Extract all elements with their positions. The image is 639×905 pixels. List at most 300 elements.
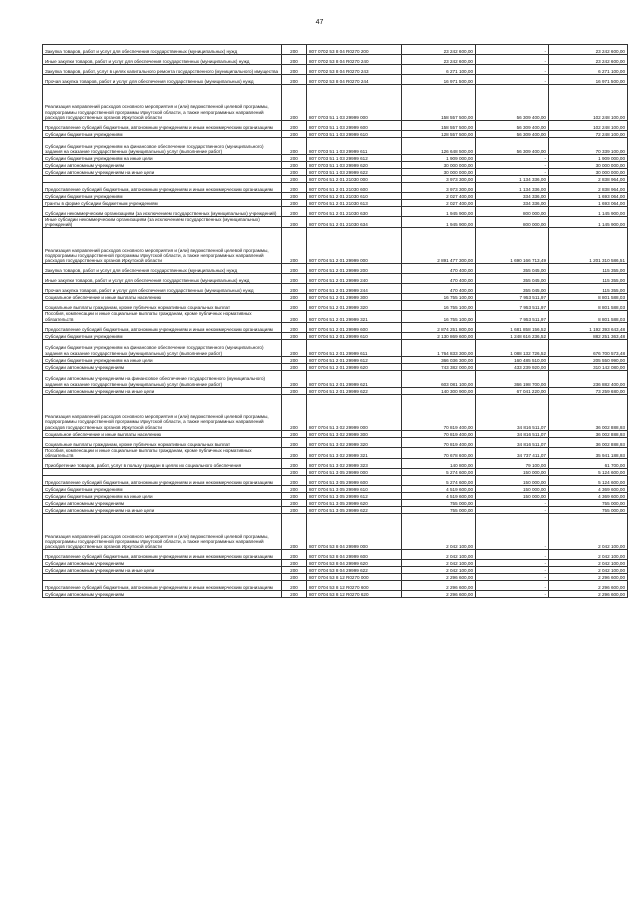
- row-amount-cell: 70 819 400,00: [402, 394, 476, 430]
- row-name-cell: Предоставление субсидий бюджетным, автономным учреждениям и иным некоммерческим организациям: [43, 121, 282, 131]
- row-code-cell: 807 0703 51 1 03 29999 622: [307, 169, 402, 176]
- row-code-cell: 807 0704 53 8 12 R0270 600: [307, 581, 402, 591]
- row-amount-cell: 140 800,00: [402, 459, 476, 469]
- row-executed-cell: 150 000,00: [476, 469, 549, 476]
- row-name-cell: Субсидии бюджетным учреждениям: [43, 332, 282, 339]
- table-row: [43, 311, 628, 322]
- row-amount-cell: 1 945 900,00: [402, 207, 476, 217]
- row-amount-cell: 470 400,00: [402, 274, 476, 284]
- row-name-cell: Субсидии автономным учреждениям: [43, 500, 282, 507]
- row-code-cell: 807 0704 51 2 01 21030 613: [307, 200, 402, 207]
- row-code-cell: 807 0704 51 2 01 21030 630: [307, 207, 402, 217]
- table-row: [43, 363, 628, 370]
- row-code-cell: 807 0704 51 2 01 29999 612: [307, 356, 402, 363]
- row-executed-cell: 433 239 920,00: [476, 363, 549, 370]
- row-remaining-cell: 8 801 588,03: [549, 311, 628, 322]
- row-kvr-cell: 200: [282, 394, 307, 430]
- row-remaining-cell: 115 355,00: [549, 284, 628, 294]
- row-name-cell: Субсидии бюджетным учреждениям на иные цели: [43, 493, 282, 500]
- row-name-cell: Субсидии некоммерческим организациям (за исключением государственных (муниципальных) учреждений): [43, 207, 282, 217]
- row-executed-cell: 160 485 510,00: [476, 356, 549, 363]
- row-amount-cell: 4 519 600,00: [402, 493, 476, 500]
- row-amount-cell: 5 274 600,00: [402, 469, 476, 476]
- table-row: [43, 200, 628, 207]
- row-name-cell: Пособия, компенсации и иные социальные выплаты гражданам, кроме публичных нормативных обязательств: [43, 311, 282, 322]
- row-remaining-cell: 102 248 100,00: [549, 85, 628, 121]
- table-row: [43, 75, 628, 85]
- row-code-cell: 807 0704 51 2 01 29999 200: [307, 264, 402, 274]
- row-amount-cell: 2 130 869 600,00: [402, 332, 476, 339]
- table-row: [43, 65, 628, 75]
- row-executed-cell: -: [476, 65, 549, 75]
- row-executed-cell: -: [476, 574, 549, 581]
- row-kvr-cell: 200: [282, 591, 307, 598]
- table-row: [43, 193, 628, 200]
- row-kvr-cell: 200: [282, 45, 307, 55]
- row-name-cell: Пособия, компенсации и иные социальные выплаты гражданам, кроме публичных нормативных обязательств: [43, 447, 282, 458]
- row-remaining-cell: 6 271 100,00: [549, 65, 628, 75]
- row-kvr-cell: 200: [282, 447, 307, 458]
- row-name-cell: Закупка товаров, работ и услуг для обеспечения государственных (муниципальных) нужд: [43, 45, 282, 55]
- row-executed-cell: 34 816 511,07: [476, 394, 549, 430]
- row-code-cell: 807 0703 51 1 03 29999 611: [307, 138, 402, 155]
- row-kvr-cell: 200: [282, 311, 307, 322]
- row-code-cell: 807 0703 51 1 03 29999 620: [307, 162, 402, 169]
- row-code-cell: 807 0704 51 3 05 29999 610: [307, 486, 402, 493]
- row-remaining-cell: 205 550 990,00: [549, 356, 628, 363]
- row-amount-cell: 2 042 100,00: [402, 550, 476, 560]
- row-amount-cell: 2 042 100,00: [402, 567, 476, 574]
- row-name-cell: Иные закупки товаров, работ и услуг для обеспечения государственных (муниципальных) нужд: [43, 274, 282, 284]
- row-name-cell: Закупка товаров, работ и услуг для обеспечения государственных (муниципальных) нужд: [43, 264, 282, 274]
- row-name-cell: Иные субсидии некоммерческим организациям (за исключением государственных (муниципальных) учреждений): [43, 217, 282, 228]
- row-executed-cell: 1 248 616 236,52: [476, 332, 549, 339]
- row-code-cell: 807 0704 51 2 01 29999 320: [307, 301, 402, 311]
- row-kvr-cell: 200: [282, 356, 307, 363]
- row-name-cell: Социальное обеспечение и иные выплаты населению: [43, 294, 282, 301]
- row-name-cell: Закупка товаров, работ, услуг в целях капитального ремонта государственного (муниципального) имущества: [43, 65, 282, 75]
- row-amount-cell: 23 242 600,00: [402, 55, 476, 65]
- row-remaining-cell: 1 192 393 643,48: [549, 322, 628, 332]
- table-row: [43, 476, 628, 486]
- row-remaining-cell: 8 801 588,03: [549, 294, 628, 301]
- row-executed-cell: 1 134 336,00: [476, 183, 549, 193]
- row-name-cell: Субсидии бюджетным учреждениям на иные цели: [43, 155, 282, 162]
- row-code-cell: 807 0704 51 2 01 21030 600: [307, 183, 402, 193]
- table-row: [43, 514, 628, 550]
- row-code-cell: 807 0704 51 2 01 29999 244: [307, 284, 402, 294]
- row-amount-cell: 2 027 400,00: [402, 200, 476, 207]
- row-kvr-cell: 200: [282, 574, 307, 581]
- row-kvr-cell: 200: [282, 264, 307, 274]
- row-name-cell: Субсидии автономным учреждениям: [43, 162, 282, 169]
- table-row: [43, 370, 628, 387]
- row-remaining-cell: 1 693 064,00: [549, 200, 628, 207]
- page-number: 47: [315, 19, 324, 26]
- row-kvr-cell: 200: [282, 228, 307, 264]
- row-kvr-cell: 200: [282, 476, 307, 486]
- row-remaining-cell: 2 042 100,00: [549, 550, 628, 560]
- row-executed-cell: 150 000,00: [476, 493, 549, 500]
- row-kvr-cell: 200: [282, 514, 307, 550]
- row-code-cell: 807 0704 51 2 01 21030 000: [307, 176, 402, 183]
- row-name-cell: Субсидии автономным учреждениям на иные цели: [43, 567, 282, 574]
- row-name-cell: Реализация направлений расходов основного мероприятия и (или) ведомственной целевой программы, подпрограммы государственной программы Иркутской области, а также непрограммных направлений расходов государственных органов Иркутской области: [43, 514, 282, 550]
- row-kvr-cell: 200: [282, 370, 307, 387]
- row-name-cell: Приобретение товаров, работ, услуг в пользу граждан в целях их социального обеспечения: [43, 459, 282, 469]
- row-kvr-cell: 200: [282, 581, 307, 591]
- table-row: [43, 459, 628, 469]
- row-name-cell: Субсидии автономным учреждениям: [43, 591, 282, 598]
- row-amount-cell: 158 557 500,00: [402, 85, 476, 121]
- row-code-cell: 807 0702 53 8 04 R0270 243: [307, 65, 402, 75]
- row-name-cell: [43, 574, 282, 581]
- table-row: [43, 581, 628, 591]
- row-remaining-cell: 36 002 888,93: [549, 437, 628, 447]
- row-kvr-cell: 200: [282, 459, 307, 469]
- row-executed-cell: 800 000,00: [476, 217, 549, 228]
- row-code-cell: 807 0704 51 3 05 29999 612: [307, 493, 402, 500]
- row-amount-cell: 23 242 600,00: [402, 45, 476, 55]
- row-remaining-cell: 310 142 080,00: [549, 363, 628, 370]
- row-remaining-cell: 8 801 588,03: [549, 301, 628, 311]
- row-executed-cell: 150 000,00: [476, 486, 549, 493]
- row-kvr-cell: 200: [282, 294, 307, 301]
- row-name-cell: Субсидии автономным учреждениям: [43, 560, 282, 567]
- row-executed-cell: -: [476, 560, 549, 567]
- row-kvr-cell: 200: [282, 284, 307, 294]
- row-remaining-cell: 2 838 964,00: [549, 176, 628, 183]
- row-amount-cell: 16 971 500,00: [402, 75, 476, 85]
- row-code-cell: 807 0704 51 3 02 29999 300: [307, 430, 402, 437]
- row-code-cell: 807 0703 51 1 03 29999 610: [307, 131, 402, 138]
- row-amount-cell: 128 557 500,00: [402, 131, 476, 138]
- row-executed-cell: -: [476, 162, 549, 169]
- table-row: [43, 301, 628, 311]
- row-executed-cell: 34 816 511,07: [476, 430, 549, 437]
- row-kvr-cell: 200: [282, 301, 307, 311]
- row-remaining-cell: 23 242 600,00: [549, 55, 628, 65]
- row-code-cell: 807 0704 51 2 01 21030 610: [307, 193, 402, 200]
- row-name-cell: Гранты в форме субсидии бюджетным учреждениям: [43, 200, 282, 207]
- row-remaining-cell: 755 000,00: [549, 507, 628, 514]
- row-code-cell: 807 0704 53 8 12 R0270 000: [307, 574, 402, 581]
- row-amount-cell: 3 973 300,00: [402, 183, 476, 193]
- row-remaining-cell: 1 145 900,00: [549, 207, 628, 217]
- row-kvr-cell: 200: [282, 469, 307, 476]
- row-remaining-cell: 1 145 900,00: [549, 217, 628, 228]
- table-row: [43, 447, 628, 458]
- row-remaining-cell: 2 296 600,00: [549, 581, 628, 591]
- row-kvr-cell: 200: [282, 55, 307, 65]
- table-row: [43, 469, 628, 476]
- row-name-cell: Субсидии бюджетным учреждениям на финансовое обеспечение государственного (муниципального) задания на оказание государственных (муниципальных) услуг (выполнение работ): [43, 339, 282, 356]
- row-code-cell: 807 0704 51 3 02 29999 000: [307, 394, 402, 430]
- row-executed-cell: -: [476, 155, 549, 162]
- row-code-cell: 807 0704 53 8 12 R0270 620: [307, 591, 402, 598]
- row-executed-cell: 34 816 511,07: [476, 437, 549, 447]
- row-name-cell: Реализация направлений расходов основного мероприятия и (или) ведомственной целевой программы, подпрограммы государственной программы Иркутской области, а также непрограммных направлений расходов государственных органов Иркутской области: [43, 228, 282, 264]
- row-amount-cell: 3 973 300,00: [402, 176, 476, 183]
- row-remaining-cell: 5 124 600,00: [549, 476, 628, 486]
- row-executed-cell: 67 041 220,00: [476, 387, 549, 394]
- row-kvr-cell: 200: [282, 65, 307, 75]
- row-executed-cell: -: [476, 514, 549, 550]
- table-row: [43, 207, 628, 217]
- row-kvr-cell: 200: [282, 207, 307, 217]
- table-row: [43, 85, 628, 121]
- row-remaining-cell: 23 242 600,00: [549, 45, 628, 55]
- table-row: [43, 155, 628, 162]
- table-row: [43, 274, 628, 284]
- row-amount-cell: 70 678 600,00: [402, 447, 476, 458]
- row-amount-cell: 755 000,00: [402, 500, 476, 507]
- row-amount-cell: 366 036 300,00: [402, 356, 476, 363]
- row-name-cell: Субсидии бюджетным учреждениям: [43, 486, 282, 493]
- row-remaining-cell: 73 259 680,00: [549, 387, 628, 394]
- row-remaining-cell: 30 000 000,00: [549, 169, 628, 176]
- row-executed-cell: 1 088 132 726,52: [476, 339, 549, 356]
- row-kvr-cell: 200: [282, 193, 307, 200]
- row-remaining-cell: 102 248 100,00: [549, 121, 628, 131]
- row-name-cell: Иные закупки товаров, работ и услуг для обеспечения государственных (муниципальных) нужд: [43, 55, 282, 65]
- row-code-cell: 807 0704 53 8 04 29999 622: [307, 567, 402, 574]
- row-name-cell: Реализация направлений расходов основного мероприятия и (или) ведомственной целевой программы, подпрограммы государственной программы Иркутской области, а также непрограммных направлений расходов государственных органов Иркутской области: [43, 394, 282, 430]
- row-executed-cell: 334 336,00: [476, 200, 549, 207]
- row-remaining-cell: 2 296 600,00: [549, 574, 628, 581]
- row-name-cell: Социальное обеспечение и иные выплаты населению: [43, 430, 282, 437]
- row-kvr-cell: 200: [282, 550, 307, 560]
- row-executed-cell: 1 134 336,00: [476, 176, 549, 183]
- row-amount-cell: 140 300 900,00: [402, 387, 476, 394]
- row-kvr-cell: 200: [282, 274, 307, 284]
- row-executed-cell: 79 100,00: [476, 459, 549, 469]
- table-row: [43, 169, 628, 176]
- row-kvr-cell: 200: [282, 162, 307, 169]
- row-remaining-cell: 2 838 964,00: [549, 183, 628, 193]
- table-row: [43, 550, 628, 560]
- table-row: [43, 493, 628, 500]
- table-row: [43, 131, 628, 138]
- table-row: [43, 162, 628, 169]
- row-remaining-cell: 36 002 888,93: [549, 430, 628, 437]
- row-name-cell: Социальные выплаты гражданам, кроме публичных нормативных социальных выплат: [43, 301, 282, 311]
- row-executed-cell: 334 336,00: [476, 193, 549, 200]
- row-name-cell: Субсидии автономным учреждениям на иные цели: [43, 507, 282, 514]
- row-code-cell: 807 0703 51 1 03 29999 000: [307, 85, 402, 121]
- row-executed-cell: 7 953 511,97: [476, 294, 549, 301]
- row-remaining-cell: 1 201 310 586,51: [549, 228, 628, 264]
- budget-table: [42, 44, 628, 598]
- row-kvr-cell: 200: [282, 75, 307, 85]
- row-amount-cell: 30 000 000,00: [402, 169, 476, 176]
- row-executed-cell: 56 309 400,00: [476, 85, 549, 121]
- row-executed-cell: 56 309 400,00: [476, 131, 549, 138]
- row-remaining-cell: 72 248 100,00: [549, 131, 628, 138]
- row-code-cell: 807 0702 53 8 04 R0270 200: [307, 45, 402, 55]
- row-kvr-cell: 200: [282, 138, 307, 155]
- row-remaining-cell: 61 700,00: [549, 459, 628, 469]
- row-executed-cell: -: [476, 45, 549, 55]
- row-code-cell: 807 0704 51 2 01 29999 600: [307, 322, 402, 332]
- row-remaining-cell: 2 296 600,00: [549, 591, 628, 598]
- row-amount-cell: 2 874 251 800,00: [402, 322, 476, 332]
- row-amount-cell: 2 042 100,00: [402, 560, 476, 567]
- row-executed-cell: -: [476, 550, 549, 560]
- row-amount-cell: 470 400,00: [402, 284, 476, 294]
- row-remaining-cell: 30 000 000,00: [549, 162, 628, 169]
- row-kvr-cell: 200: [282, 363, 307, 370]
- table-row: [43, 264, 628, 274]
- row-amount-cell: 16 755 100,00: [402, 311, 476, 322]
- row-kvr-cell: 200: [282, 430, 307, 437]
- row-executed-cell: 355 045,00: [476, 264, 549, 274]
- row-remaining-cell: 2 042 100,00: [549, 567, 628, 574]
- row-executed-cell: 355 045,00: [476, 274, 549, 284]
- row-kvr-cell: 200: [282, 183, 307, 193]
- table-row: [43, 356, 628, 363]
- row-kvr-cell: 200: [282, 437, 307, 447]
- row-code-cell: 807 0704 51 2 01 29999 611: [307, 339, 402, 356]
- row-kvr-cell: 200: [282, 121, 307, 131]
- table-row: [43, 394, 628, 430]
- row-name-cell: Субсидии автономным учреждениям: [43, 363, 282, 370]
- row-executed-cell: -: [476, 55, 549, 65]
- row-kvr-cell: 200: [282, 85, 307, 121]
- row-executed-cell: 800 000,00: [476, 207, 549, 217]
- row-amount-cell: 755 000,00: [402, 507, 476, 514]
- row-amount-cell: 16 755 100,00: [402, 301, 476, 311]
- row-remaining-cell: 16 971 500,00: [549, 75, 628, 85]
- table-row: [43, 567, 628, 574]
- row-executed-cell: 150 000,00: [476, 476, 549, 486]
- row-amount-cell: 16 755 100,00: [402, 294, 476, 301]
- row-code-cell: 807 0704 53 8 04 29999 600: [307, 550, 402, 560]
- row-name-cell: Предоставление субсидий бюджетным, автономным учреждениям и иным некоммерческим организациям: [43, 183, 282, 193]
- row-code-cell: 807 0704 51 2 01 29999 610: [307, 332, 402, 339]
- row-name-cell: Субсидии автономным учреждениям на иные цели: [43, 387, 282, 394]
- row-amount-cell: 2 296 600,00: [402, 581, 476, 591]
- row-amount-cell: 2 891 477 300,00: [402, 228, 476, 264]
- row-remaining-cell: 70 339 100,00: [549, 138, 628, 155]
- row-amount-cell: 2 042 100,00: [402, 514, 476, 550]
- row-remaining-cell: 2 042 100,00: [549, 514, 628, 550]
- row-amount-cell: 5 274 600,00: [402, 476, 476, 486]
- row-remaining-cell: 35 941 188,93: [549, 447, 628, 458]
- row-remaining-cell: 2 042 100,00: [549, 560, 628, 567]
- row-executed-cell: 1 690 166 713,49: [476, 228, 549, 264]
- row-amount-cell: 470 400,00: [402, 264, 476, 274]
- table-row: [43, 55, 628, 65]
- row-remaining-cell: 1 909 000,00: [549, 155, 628, 162]
- table-row: [43, 332, 628, 339]
- table-row: [43, 45, 628, 55]
- row-name-cell: Субсидии автономным учреждениям на финансовое обеспечение государственного (муниципального) задания на оказание государственных (муниципальных) услуг (выполнение работ): [43, 370, 282, 387]
- row-amount-cell: 158 557 500,00: [402, 121, 476, 131]
- row-executed-cell: 56 309 400,00: [476, 138, 549, 155]
- row-kvr-cell: 200: [282, 493, 307, 500]
- table-row: [43, 387, 628, 394]
- row-code-cell: 807 0704 51 3 02 29999 323: [307, 459, 402, 469]
- row-code-cell: 807 0704 51 3 05 29999 600: [307, 476, 402, 486]
- row-remaining-cell: 115 355,00: [549, 264, 628, 274]
- row-amount-cell: 603 081 100,00: [402, 370, 476, 387]
- row-name-cell: Субсидии бюджетным учреждениям: [43, 193, 282, 200]
- row-code-cell: 807 0702 53 8 04 R0270 240: [307, 55, 402, 65]
- row-code-cell: 807 0704 51 2 01 29999 321: [307, 311, 402, 322]
- table-row: [43, 500, 628, 507]
- table-row: [43, 121, 628, 131]
- table-row: [43, 339, 628, 356]
- row-code-cell: 807 0702 53 8 04 R0270 244: [307, 75, 402, 85]
- row-amount-cell: 70 819 400,00: [402, 437, 476, 447]
- table-row: [43, 228, 628, 264]
- row-name-cell: [43, 176, 282, 183]
- table-row: [43, 591, 628, 598]
- row-name-cell: Прочая закупка товаров, работ и услуг для обеспечения государственных (муниципальных) нужд: [43, 75, 282, 85]
- row-code-cell: 807 0703 51 1 03 29999 600: [307, 121, 402, 131]
- row-amount-cell: 1 945 900,00: [402, 217, 476, 228]
- row-remaining-cell: 755 000,00: [549, 500, 628, 507]
- row-amount-cell: 70 819 400,00: [402, 430, 476, 437]
- row-remaining-cell: 4 369 600,00: [549, 493, 628, 500]
- row-name-cell: Реализация направлений расходов основного мероприятия и (или) ведомственной целевой программы, подпрограммы государственной программы Иркутской области, а также непрограммных направлений расходов государственных органов Иркутской области: [43, 85, 282, 121]
- row-kvr-cell: 200: [282, 387, 307, 394]
- row-kvr-cell: 200: [282, 332, 307, 339]
- row-kvr-cell: 200: [282, 339, 307, 356]
- row-kvr-cell: 200: [282, 131, 307, 138]
- row-amount-cell: 1 909 000,00: [402, 155, 476, 162]
- table-row: [43, 437, 628, 447]
- row-amount-cell: 2 027 400,00: [402, 193, 476, 200]
- row-name-cell: Предоставление субсидий бюджетным, автономным учреждениям и иным некоммерческим организациям: [43, 322, 282, 332]
- row-remaining-cell: 5 124 600,00: [549, 469, 628, 476]
- row-remaining-cell: 115 355,00: [549, 274, 628, 284]
- table-row: [43, 560, 628, 567]
- table-row: [43, 183, 628, 193]
- row-amount-cell: 2 296 600,00: [402, 591, 476, 598]
- table-row: [43, 284, 628, 294]
- row-executed-cell: -: [476, 567, 549, 574]
- row-amount-cell: 126 648 500,00: [402, 138, 476, 155]
- row-kvr-cell: 200: [282, 155, 307, 162]
- row-name-cell: Социальные выплаты гражданам, кроме публичных нормативных социальных выплат: [43, 437, 282, 447]
- row-name-cell: Прочая закупка товаров, работ и услуг для обеспечения государственных (муниципальных) нужд: [43, 284, 282, 294]
- row-remaining-cell: 36 002 888,93: [549, 394, 628, 430]
- row-remaining-cell: 676 700 573,48: [549, 339, 628, 356]
- row-name-cell: Субсидии бюджетным учреждениям на финансовое обеспечение государственного (муниципального) задания на оказание государственных (муниципальных) услуг (выполнение работ): [43, 138, 282, 155]
- table-row: [43, 176, 628, 183]
- table-row: [43, 574, 628, 581]
- row-name-cell: [43, 469, 282, 476]
- budget-table-body: [43, 45, 628, 598]
- row-kvr-cell: 200: [282, 507, 307, 514]
- row-amount-cell: 30 000 000,00: [402, 162, 476, 169]
- row-executed-cell: 1 681 858 156,52: [476, 322, 549, 332]
- row-remaining-cell: 1 693 064,00: [549, 193, 628, 200]
- row-code-cell: 807 0704 51 3 05 29999 620: [307, 500, 402, 507]
- row-code-cell: 807 0704 51 2 01 29999 622: [307, 387, 402, 394]
- table-row: [43, 430, 628, 437]
- row-remaining-cell: 4 369 600,00: [549, 486, 628, 493]
- row-kvr-cell: 200: [282, 486, 307, 493]
- row-executed-cell: -: [476, 581, 549, 591]
- row-code-cell: 807 0704 53 8 04 29999 000: [307, 514, 402, 550]
- row-code-cell: 807 0704 51 3 05 29999 622: [307, 507, 402, 514]
- row-code-cell: 807 0704 51 3 02 29999 320: [307, 437, 402, 447]
- row-code-cell: 807 0704 51 2 01 29999 300: [307, 294, 402, 301]
- row-code-cell: 807 0704 51 2 01 21030 634: [307, 217, 402, 228]
